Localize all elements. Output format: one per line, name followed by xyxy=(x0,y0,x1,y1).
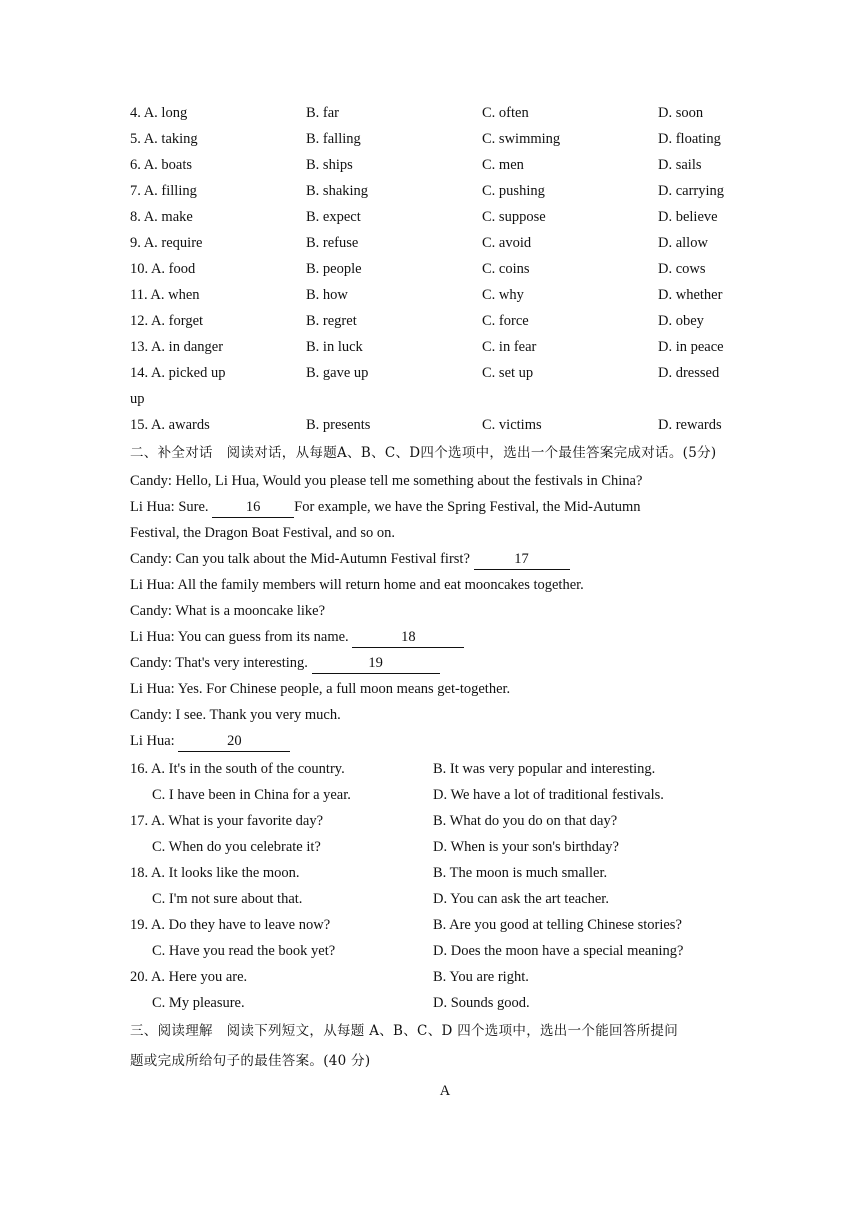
option-d: D. in peace xyxy=(658,339,724,355)
option-a: 18. A. It looks like the moon. xyxy=(130,865,300,881)
option-d: D. Sounds good. xyxy=(433,995,530,1011)
option-d: D. dressed xyxy=(658,365,720,381)
option-c: C. Have you read the book yet? xyxy=(152,943,336,959)
option-c: C. I have been in China for a year. xyxy=(152,787,351,803)
option-d: D. We have a lot of traditional festivals. xyxy=(433,787,664,803)
mc-row-5 xyxy=(130,126,730,152)
option-c: C. When do you celebrate it? xyxy=(152,839,321,855)
option-b: B. gave up xyxy=(306,365,369,381)
section-3-heading: 三、阅读理解 阅读下列短文，从每题 A、B、C、D 四个选项中，选出一个能回答所提问 xyxy=(130,1023,679,1039)
option-b: B. regret xyxy=(306,313,357,329)
options-18-ab xyxy=(130,860,730,886)
option-c: C. suppose xyxy=(482,209,546,225)
option-c: C. My pleasure. xyxy=(152,995,245,1011)
option-c: C. in fear xyxy=(482,339,537,355)
option-b: B. in luck xyxy=(306,339,363,355)
option-b: B. falling xyxy=(306,131,361,147)
mc-row-12 xyxy=(130,308,730,334)
option-a: 20. A. Here you are. xyxy=(130,969,248,985)
option-d: D. sails xyxy=(658,157,702,173)
dialogue-text: Li Hua: Sure. xyxy=(130,499,213,515)
option-b: B. how xyxy=(306,287,348,303)
option-d: D. When is your son's birthday? xyxy=(433,839,619,855)
blank-17[interactable]: 17 xyxy=(474,549,570,570)
option-d: D. whether xyxy=(658,287,723,303)
dialogue-text: Li Hua: xyxy=(130,733,179,749)
mc-row-11 xyxy=(130,282,730,308)
dialogue-line-6: Candy: What is a mooncake like? xyxy=(130,603,326,619)
option-c: C. why xyxy=(482,287,524,303)
option-a: 12. A. forget xyxy=(130,313,204,329)
option-b: B. What do you do on that day? xyxy=(433,813,618,829)
mc-row-8 xyxy=(130,204,730,230)
option-c: C. men xyxy=(482,157,524,173)
option-a: 11. A. when xyxy=(130,287,200,303)
option-a: 16. A. It's in the south of the country. xyxy=(130,761,345,777)
option-b: B. far xyxy=(306,105,340,121)
option-c: C. swimming xyxy=(482,131,561,147)
option-d: D. cows xyxy=(658,261,706,277)
option-d: D. believe xyxy=(658,209,718,225)
option-b: B. You are right. xyxy=(433,969,529,985)
option-c: C. set up xyxy=(482,365,534,381)
option-a: 13. A. in danger xyxy=(130,339,224,355)
blank-16[interactable]: 16 xyxy=(212,497,294,518)
option-d: D. You can ask the art teacher. xyxy=(433,891,609,907)
dialogue-text: Candy: Can you talk about the Mid-Autumn Festival first? xyxy=(130,551,474,567)
options-20-ab xyxy=(130,964,730,990)
option-d: D. floating xyxy=(658,131,721,147)
mc-row-13 xyxy=(130,334,730,360)
passage-label: A xyxy=(439,1083,451,1099)
options-16-ab xyxy=(130,756,730,782)
blank-18[interactable]: 18 xyxy=(352,627,464,648)
mc-row-4 xyxy=(130,100,730,126)
option-c: C. coins xyxy=(482,261,530,277)
blank-19[interactable]: 19 xyxy=(312,653,440,674)
option-c: C. victims xyxy=(482,417,542,433)
option-b: B. It was very popular and interesting. xyxy=(433,761,656,777)
dialogue-text: Li Hua: You can guess from its name. xyxy=(130,629,353,645)
option-d: D. rewards xyxy=(658,417,722,433)
option-c: C. pushing xyxy=(482,183,545,199)
mc-row-15 xyxy=(130,412,730,438)
dialogue-line-5: Li Hua: All the family members will return home and eat mooncakes together. xyxy=(130,577,584,593)
option-b: B. ships xyxy=(306,157,353,173)
mc-row-14-wrap: up xyxy=(130,391,145,407)
option-b: B. Are you good at telling Chinese stories? xyxy=(433,917,682,933)
dialogue-line-4 xyxy=(130,546,730,572)
option-b: B. expect xyxy=(306,209,361,225)
option-a: 17. A. What is your favorite day? xyxy=(130,813,324,829)
option-a: 10. A. food xyxy=(130,261,196,277)
option-b: B. The moon is much smaller. xyxy=(433,865,608,881)
blank-20[interactable]: 20 xyxy=(178,731,290,752)
options-18-cd xyxy=(130,886,730,912)
option-a: 19. A. Do they have to leave now? xyxy=(130,917,331,933)
option-d: D. carrying xyxy=(658,183,725,199)
options-17-cd xyxy=(130,834,730,860)
mc-row-6 xyxy=(130,152,730,178)
option-d: D. Does the moon have a special meaning? xyxy=(433,943,684,959)
options-17-ab xyxy=(130,808,730,834)
section-3-heading-cont: 题或完成所给句子的最佳答案。(40 分) xyxy=(130,1053,371,1069)
option-c: C. force xyxy=(482,313,529,329)
dialogue-line-2 xyxy=(130,494,730,520)
mc-row-10 xyxy=(130,256,730,282)
option-a: 5. A. taking xyxy=(130,131,198,147)
dialogue-line-7 xyxy=(130,624,730,650)
mc-row-7 xyxy=(130,178,730,204)
dialogue-text: For example, we have the Spring Festival, the Mid-Autumn xyxy=(294,499,641,515)
option-d: D. allow xyxy=(658,235,708,251)
option-a: 14. A. picked up xyxy=(130,365,226,381)
option-a: 7. A. filling xyxy=(130,183,197,199)
dialogue-text: Candy: That's very interesting. xyxy=(130,655,312,671)
option-b: B. presents xyxy=(306,417,371,433)
dialogue-line-1: Candy: Hello, Li Hua, Would you please tell me something about the festivals in China? xyxy=(130,473,643,489)
options-20-cd xyxy=(130,990,730,1016)
mc-row-9 xyxy=(130,230,730,256)
mc-row-14 xyxy=(130,360,730,386)
option-a: 15. A. awards xyxy=(130,417,210,433)
options-19-cd xyxy=(130,938,730,964)
option-c: C. often xyxy=(482,105,529,121)
option-c: C. avoid xyxy=(482,235,532,251)
option-b: B. people xyxy=(306,261,362,277)
option-d: D. soon xyxy=(658,105,704,121)
dialogue-line-3: Festival, the Dragon Boat Festival, and so on. xyxy=(130,525,395,541)
section-2-heading: 二、补全对话 阅读对话，从每题A、B、C、D四个选项中，选出一个最佳答案完成对话。(5分) xyxy=(130,445,717,461)
dialogue-line-11 xyxy=(130,728,730,754)
options-19-ab xyxy=(130,912,730,938)
option-a: 4. A. long xyxy=(130,105,188,121)
option-b: B. shaking xyxy=(306,183,369,199)
dialogue-line-8 xyxy=(130,650,730,676)
option-a: 8. A. make xyxy=(130,209,193,225)
option-a: 9. A. require xyxy=(130,235,203,251)
dialogue-line-9: Li Hua: Yes. For Chinese people, a full moon means get-together. xyxy=(130,681,511,697)
dialogue-line-10: Candy: I see. Thank you very much. xyxy=(130,707,341,723)
option-c: C. I'm not sure about that. xyxy=(152,891,303,907)
option-b: B. refuse xyxy=(306,235,359,251)
option-d: D. obey xyxy=(658,313,704,329)
option-a: 6. A. boats xyxy=(130,157,193,173)
options-16-cd xyxy=(130,782,730,808)
